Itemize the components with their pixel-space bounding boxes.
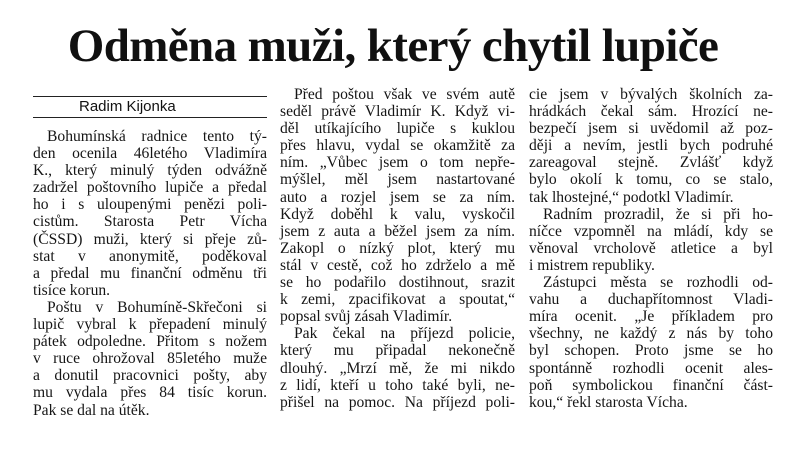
text-line: a předal mu finanční odměnu tři bbox=[33, 264, 267, 282]
text-line: popsal svůj zásah Vladimír. bbox=[280, 308, 453, 326]
text-line: seděl právě Vladimír K. Když vi- bbox=[280, 103, 515, 121]
text-line: přes hlavu, vydal se okamžitě za bbox=[280, 137, 515, 155]
article-headline: Odměna muži, který chytil lupiče bbox=[67, 20, 719, 72]
text-line: věnoval vrcholově atletice a byl bbox=[529, 239, 773, 257]
text-line: ho i s uloupenými penězi poli- bbox=[33, 196, 267, 214]
article-column-2 bbox=[280, 86, 515, 411]
text-line: poň symbolickou finanční část- bbox=[529, 376, 773, 394]
text-line: Když doběhl k valu, vyskočil bbox=[280, 205, 515, 223]
text-line: kou,“ řekl starosta Vícha. bbox=[529, 393, 688, 411]
text-line: míra ocenit. „Je příkladem pro bbox=[529, 308, 773, 326]
text-line: spontánně rozhodli ocenit ales- bbox=[529, 359, 773, 377]
article-column-1 bbox=[33, 128, 267, 419]
author-byline: Radim Kijonka bbox=[33, 96, 267, 118]
text-line: přišel na pomoc. Na příjezd poli- bbox=[280, 393, 515, 411]
text-line: K., který minulý týden odvážně bbox=[33, 162, 267, 180]
text-line: stat v anonymitě, poděkoval bbox=[33, 247, 267, 265]
text-line: vahu a duchapřítomnost Vladi- bbox=[529, 291, 773, 309]
text-line: Zakopl o nízký plot, který mu bbox=[280, 239, 515, 257]
text-line: (ČSSD) muži, který si přeje zů- bbox=[33, 230, 267, 248]
text-line: který mu připadal nekonečně bbox=[280, 342, 515, 360]
text-line: cie jsem v bývalých školních za- bbox=[529, 86, 773, 103]
text-line: níčce vzpomněl na mládí, kdy se bbox=[529, 222, 773, 240]
text-line: auto a rozjel jsem se za ním. bbox=[280, 188, 515, 206]
text-line: a donutil pracovnici pošty, aby bbox=[33, 367, 267, 385]
text-line: dlouhý. „Mrzí mě, že mi nikdo bbox=[280, 359, 515, 377]
article-column-3 bbox=[529, 86, 773, 411]
text-line: zadržel poštovního lupiče a předal bbox=[33, 179, 267, 197]
text-line: bylo okolí k tomu, co se stalo, bbox=[529, 171, 773, 189]
text-line: hrádkách čekal sám. Hrozící ne- bbox=[529, 103, 773, 121]
text-line: se ho podařilo dostihnout, srazit bbox=[280, 274, 515, 292]
text-line: tisíce korun. bbox=[33, 281, 111, 299]
text-line: bezpečí jsem si uvědomil až poz- bbox=[529, 120, 773, 138]
text-line: ním. „Vůbec jsem o tom nepře- bbox=[280, 154, 515, 172]
text-line: lupič vybral k přepadení minulý bbox=[33, 316, 267, 334]
text-line: Zástupci města se rozhodli od- bbox=[543, 274, 773, 292]
text-line: byl schopen. Proto jsme se ho bbox=[529, 342, 773, 360]
text-line: Pak čekal na příjezd policie, bbox=[294, 325, 515, 343]
text-line: k zemi, zpacifikovat a spoutat,“ bbox=[280, 291, 515, 309]
text-line: Pak se dal na útěk. bbox=[33, 401, 150, 419]
text-line: Radním prozradil, že si při ho- bbox=[543, 205, 773, 223]
text-line: mýšlel, měl jsem nastartované bbox=[280, 171, 515, 189]
text-line: ději a nevím, jestli bych podruhé bbox=[529, 137, 773, 155]
text-line: Poštu v Bohumíně-Skřečoni si bbox=[47, 298, 267, 316]
text-line: děl utíkajícího lupiče s kuklou bbox=[280, 120, 515, 138]
text-line: i mistrem republiky. bbox=[529, 256, 655, 274]
text-line: v ruce ohrožoval 85letého muže bbox=[33, 350, 267, 368]
text-line: mu vydala přes 84 tisíc korun. bbox=[33, 384, 267, 402]
text-line: tak lhostejné,“ podotkl Vladimír. bbox=[529, 188, 734, 206]
text-line: zareagoval stejně. Zvlášť když bbox=[529, 154, 773, 172]
text-line: cistům. Starosta Petr Vícha bbox=[33, 213, 267, 231]
text-line: stál v cestě, což ho zdrželo a mě bbox=[280, 256, 515, 274]
text-line: z lidí, kteří u toho také byli, ne- bbox=[280, 376, 515, 394]
text-line: Bohumínská radnice tento tý- bbox=[47, 128, 267, 145]
text-line: den ocenila 46letého Vladimíra bbox=[33, 145, 267, 163]
text-line: jsem z auta a běžel jsem za ním. bbox=[280, 222, 515, 240]
text-line: všechny, ne každý z nás by toho bbox=[529, 325, 773, 343]
text-line: pátek odpoledne. Přitom s nožem bbox=[33, 333, 267, 351]
text-line: Před poštou však ve svém autě bbox=[294, 86, 515, 103]
